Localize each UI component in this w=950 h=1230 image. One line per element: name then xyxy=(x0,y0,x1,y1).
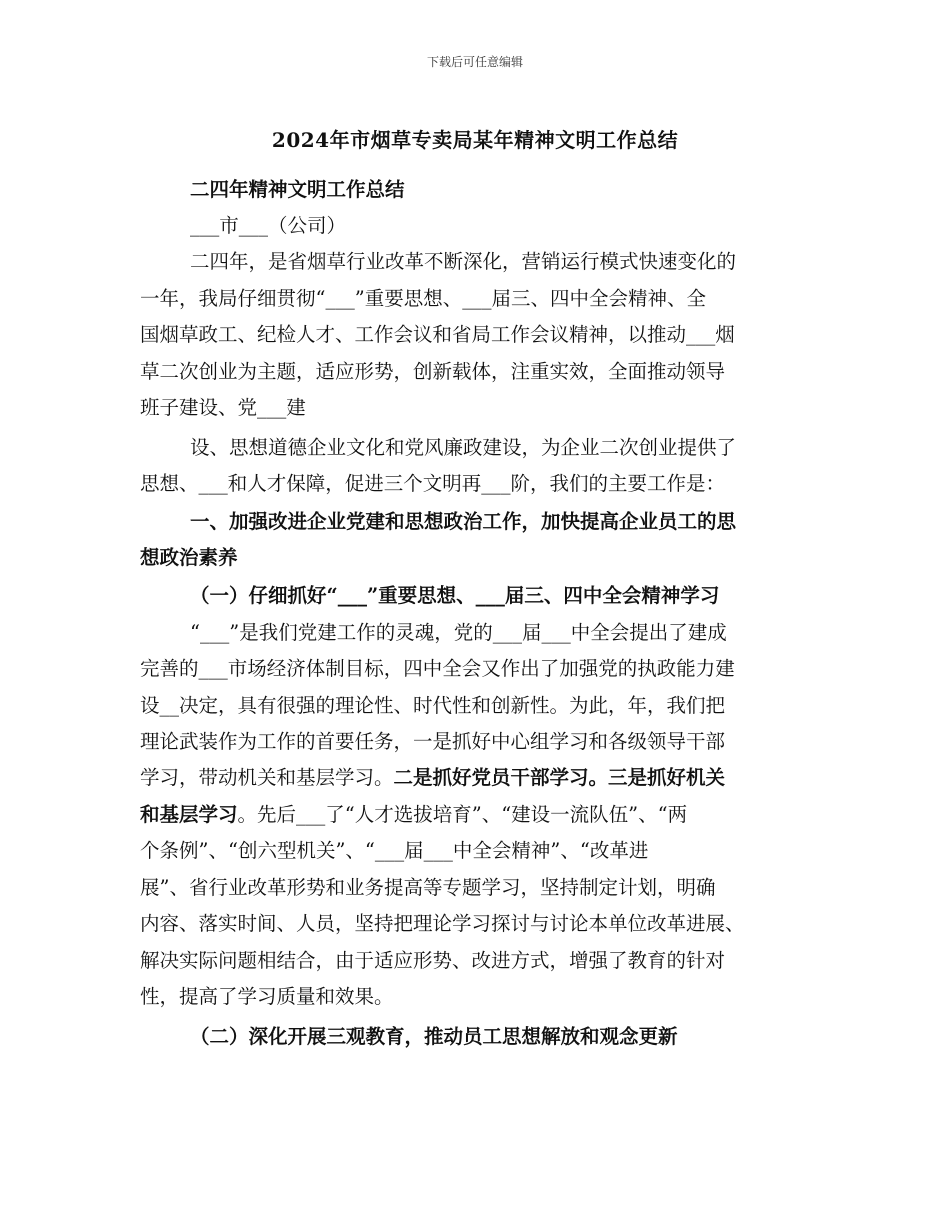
header-note: 下载后可任意编辑 xyxy=(426,55,523,69)
paragraph-line: 国烟草政工、纪检人才、工作会议和省局工作会议精神，以推动___烟 xyxy=(140,323,735,346)
paragraph-line: 设、思想道德企业文化和党风廉政建设，为企业二次创业提供了 xyxy=(190,436,737,459)
paragraph-line: 班子建设、党___建 xyxy=(140,396,306,419)
paragraph-line: 解决实际问题相结合，由于适应形势、改进方式，增强了教育的针对 xyxy=(140,949,726,972)
subsection-heading: （一）仔细抓好“___”重要思想、___届三、四中全会精神学习 xyxy=(190,584,720,607)
paragraph-line: 展”、省行业改革形势和业务提高等专题学习，坚持制定计划，明确 xyxy=(140,876,716,899)
paragraph-line: 个条例”、“创六型机关”、“___届___中全会精神”、“改革进 xyxy=(140,839,649,862)
line-text: 。先后___了“人才选拔培育”、“建设一流队伍”、“两 xyxy=(237,803,688,826)
paragraph-line: 理论武装作为工作的首要任务，一是抓好中心组学习和各级领导干部 xyxy=(140,730,726,753)
paragraph-line: 内容、落实时间、人员，坚持把理论学习探讨与讨论本单位改革进展、 xyxy=(140,912,745,935)
subsection-heading: （二）深化开展三观教育，推动员工思想解放和观念更新 xyxy=(190,1025,678,1048)
section-heading: 一、加强改进企业党建和思想政治工作，加快提高企业员工的思 xyxy=(190,510,737,533)
paragraph-line: 完善的___市场经济体制目标，四中全会又作出了加强党的执政能力建 xyxy=(140,657,735,680)
paragraph-line: 性，提高了学习质量和效果。 xyxy=(140,985,394,1008)
paragraph-line xyxy=(140,805,687,825)
line-text: 学习，带动机关和基层学习。 xyxy=(140,766,394,789)
paragraph-line: 草二次创业为主题，适应形势，创新载体，注重实效，全面推动领导 xyxy=(140,360,726,383)
bold-emphasis: 和基层学习 xyxy=(140,803,238,826)
paragraph-line: 设__决定，具有很强的理论性、时代性和创新性。为此，年，我们把 xyxy=(140,694,726,717)
paragraph-line: 思想、___和人才保障，促进三个文明再___阶，我们的主要工作是： xyxy=(140,472,726,495)
paragraph-line: “___”是我们党建工作的灵魂，党的___届___中全会提出了建成 xyxy=(190,621,727,644)
document-title: 2024年市烟草专卖局某年精神文明工作总结 xyxy=(271,128,679,152)
paragraph-line xyxy=(140,768,725,788)
subtitle: 二四年精神文明工作总结 xyxy=(190,178,405,201)
unit-line: ___市___（公司） xyxy=(190,214,347,237)
section-heading-cont: 想政治素养 xyxy=(140,546,238,569)
bold-emphasis: 二是抓好党员干部学习。三是抓好机关 xyxy=(393,766,726,789)
paragraph-line: 一年，我局仔细贯彻“___”重要思想、___届三、四中全会精神、全 xyxy=(140,287,706,310)
paragraph-line: 二四年，是省烟草行业改革不断深化，营销运行模式快速变化的 xyxy=(190,250,737,273)
